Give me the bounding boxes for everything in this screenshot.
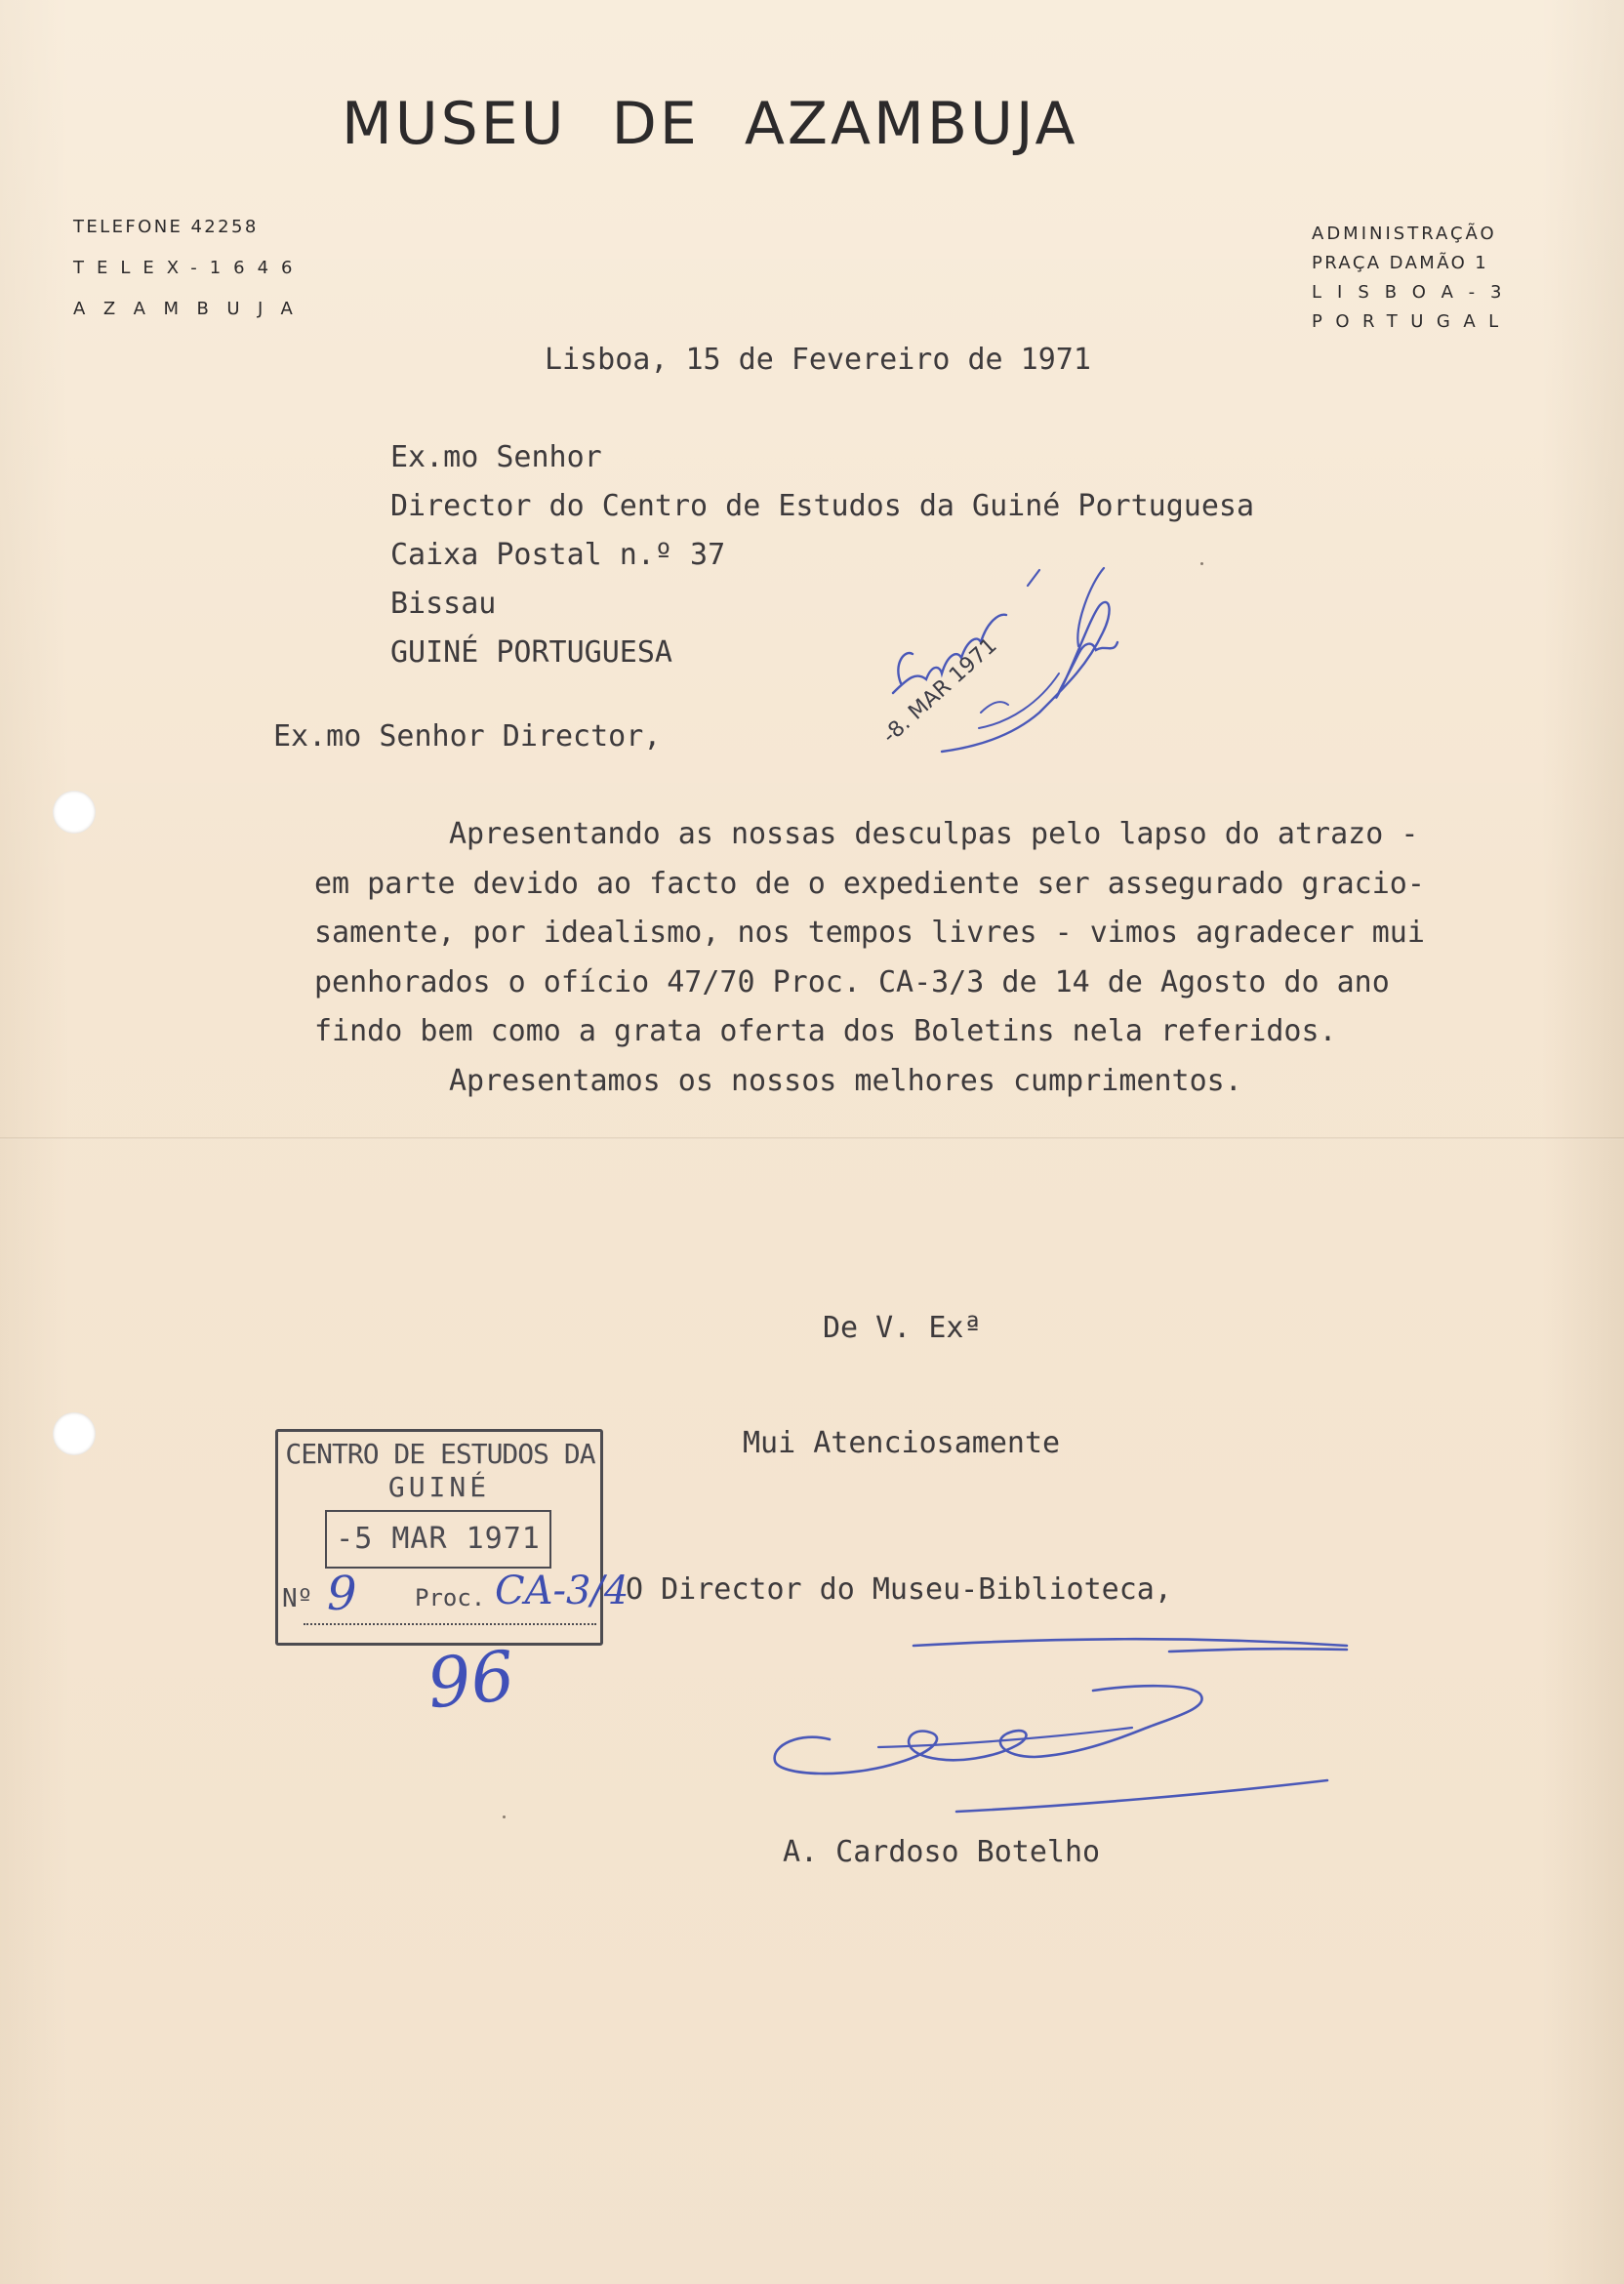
letter-body: [314, 810, 1425, 1106]
letterhead-administration: ADMINISTRAÇÃO: [1312, 224, 1497, 244]
punch-hole-bottom: [53, 1412, 96, 1455]
address-line: GUINÉ PORTUGUESA: [390, 635, 672, 670]
receipt-stamp: [275, 1429, 629, 1646]
stamp-institution: CENTRO DE ESTUDOS DA: [285, 1438, 595, 1470]
letterhead-city: LISBOA-3: [1312, 282, 1518, 303]
paper-fold-line: [0, 1137, 1624, 1140]
salutation: Ex.mo Senhor Director,: [273, 719, 662, 754]
handwritten-receipt-note: [883, 556, 1137, 761]
letterhead-contact-block: [73, 213, 310, 324]
stamp-number-label: Nº: [282, 1584, 313, 1613]
body-line: Apresentamos os nossos melhores cumprimentos.: [449, 1063, 1242, 1098]
closing-regards: Mui Atenciosamente: [743, 1426, 1061, 1460]
stamp-number-value: 9: [327, 1567, 357, 1621]
letterhead-country: PORTUGAL: [1312, 311, 1512, 332]
letterhead-administration-block: [1312, 220, 1518, 337]
received-date-stamp: -8. MAR 1971: [877, 633, 1002, 749]
address-line: Director do Centro de Estudos da Guiné Portuguesa: [390, 489, 1255, 523]
letterhead-telex: TELEX-1646: [73, 258, 305, 278]
body-line: findo bem como a grata oferta dos Boletins nela referidos.: [314, 1014, 1337, 1048]
letter-date: Lisboa, 15 de Fevereiro de 1971: [545, 343, 1091, 377]
paper-speck: [503, 1815, 506, 1818]
letterhead-title: MUSEU DE AZAMBUJA: [342, 90, 1078, 158]
body-line: em parte devido ao facto de o expediente ser assegurado gracio-: [314, 866, 1425, 901]
closing-formula: De V. Exª: [823, 1311, 982, 1345]
letterhead-telephone: TELEFONE 42258: [73, 217, 259, 237]
stamp-process-value: CA-3/4: [495, 1569, 629, 1613]
punch-hole-top: [53, 791, 96, 834]
address-line: Ex.mo Senhor: [390, 440, 602, 474]
signature-scribble: [761, 1630, 1366, 1825]
stamp-process-label: Proc.: [415, 1584, 486, 1611]
body-line: penhorados o ofício 47/70 Proc. CA-3/3 de 14 de Agosto do ano: [314, 964, 1390, 999]
signer-title: O Director do Museu-Biblioteca,: [626, 1572, 1172, 1607]
stamp-dotted-line: [304, 1623, 596, 1625]
stamp-region: GUINÉ: [387, 1471, 491, 1503]
body-line: samente, por idealismo, nos tempos livres - vimos agradecer mui: [314, 916, 1425, 950]
letterhead-town: AZAMBUJA: [73, 299, 311, 319]
stamp-handwritten-annotation: 96: [423, 1635, 519, 1725]
signer-name: A. Cardoso Botelho: [783, 1835, 1101, 1869]
address-line: Bissau: [390, 587, 497, 621]
letterhead-street: PRAÇA DAMÃO 1: [1312, 253, 1489, 273]
body-line: Apresentando as nossas desculpas pelo lapso do atrazo -: [449, 817, 1419, 851]
stamp-date: -5 MAR 1971: [325, 1510, 551, 1569]
address-line: Caixa Postal n.º 37: [390, 538, 726, 572]
